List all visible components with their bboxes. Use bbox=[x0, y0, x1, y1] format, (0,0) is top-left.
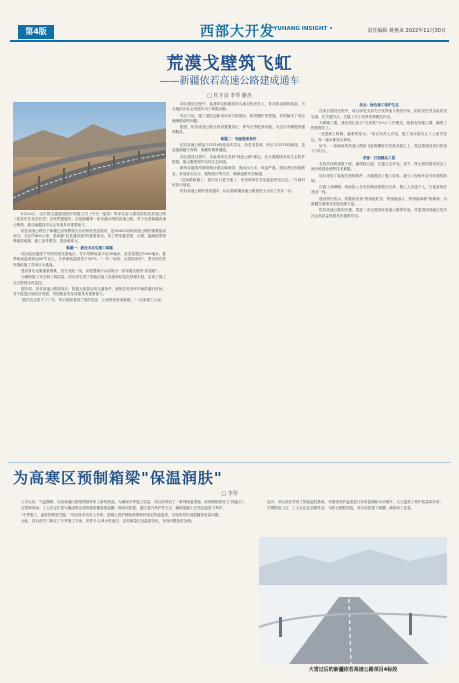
paragraph: 依若高速公路起于G218线依吞布拉克，经若羌县城，终点与G315线相接，是连接新疆与青海、西藏的重要通道。 bbox=[172, 143, 305, 153]
article1-col2 bbox=[172, 102, 305, 460]
article1-subtitle: ——新疆依若高速公路建成通车 bbox=[159, 76, 300, 87]
paragraph: 在钢筋加工区，工人们也在加紧作业。为防止钢筋冻裂，项目部搭建了暖棚，确保加工质量。 bbox=[267, 506, 415, 511]
paragraph: 为确保施工安全和工程质量，项目部引进了智能化施工设备和信息化管理手段，实现了施工全过程的实时监控。 bbox=[13, 275, 166, 285]
paragraph: "戈壁滩上修路，最难的是水。"项目负责人介绍，施工用水需从几十公里外拉运，每一滴水都弥足珍贵。 bbox=[311, 132, 447, 142]
paragraph: 项目建设过程中，各参建单位坚持"绿色公路"理念，在沙漠路段采用生态防护措施，最大限度保护沿线生态环境。 bbox=[172, 154, 305, 164]
article2-col-left bbox=[13, 500, 253, 678]
paragraph: 8月30日，由中国交通建设股份有限公司（中交一航局）等单位参与建设的依若高速公路（依吞布拉克至若羌）全线贯通通车。这是新疆第一条穿越沙漠的高速公路，对于完善新疆高速公路网、推动南疆经济社会发展具有重要意义。 bbox=[13, 212, 166, 227]
paragraph: 据悉，依若高速公路全线设置服务区、停车区等配套设施，为过往车辆提供便利服务。 bbox=[172, 125, 305, 135]
paragraph: 全线共设桥梁数十座，涵洞数百道，互通立交多处。其中，特大桥的建设攻克了流沙地基处理等技术难题。 bbox=[311, 161, 447, 172]
masthead: 西部大开发 bbox=[200, 24, 275, 40]
article1-photo bbox=[13, 102, 166, 210]
highway-bridge-image bbox=[13, 102, 166, 210]
article-separator bbox=[8, 462, 451, 463]
article2-title: 为高寒区预制箱梁"保温润肤" bbox=[13, 469, 223, 487]
paragraph: 为此，项目部专门制定了冬季施工方案，安排专人24小时值守，定时测量记录温度变化，发现问题及时处理。 bbox=[21, 518, 195, 523]
paragraph: 路线穿越的库姆塔格沙漠边缘地带，流动沙丘多，风蚀严重。建设者们因地制宜，采用砾石压沙、植物固沙等方法，确保道路安全畅通。 bbox=[172, 166, 305, 176]
article2-col-right bbox=[259, 500, 447, 535]
paragraph: 如今，一条崭新的高速公路如飞虹般横卧在荒漠戈壁之上，见证着建设者们的奋斗与担当。 bbox=[311, 144, 447, 154]
paragraph: 据介绍，依若高速公路建成后，将极大改善沿线交通条件，缩短若羌至库尔勒的通行时间，对于促进区域经济发展、巩固脱贫攻坚成果具有重要意义。 bbox=[13, 286, 166, 297]
paragraph: 在预制梁场，工人们正忙着为刚浇筑完成的箱梁覆盖保温棚、铺设电热毯，通过蒸汽养护等方式，确保混凝土在适宜温度下养护。 bbox=[21, 506, 226, 511]
paragraph: 此外，项目部还采用了智能温控系统，对箱梁养护温度进行实时监测和自动调节，大大提高了养护质量和效率。 bbox=[267, 500, 444, 504]
paragraph: 风沙口处，施工团队创新采用草方格固沙、防风栅栏等措施，有效解决了风沙掩埋路基的问题。 bbox=[172, 113, 305, 123]
subheading: 亮点：绿色施工保护生态 bbox=[359, 103, 399, 107]
section-label: • YUHANG INSIGHT • bbox=[268, 26, 333, 32]
paragraph: 为保障工期，建设者们实行"白加黑""5+2"工作模式，抢抓有效施工期，确保工程按期完工。 bbox=[311, 120, 447, 131]
article2-photo bbox=[259, 537, 447, 664]
paragraph: 在项目建设过程中，项目部党支部充分发挥战斗堡垒作用，组织党员突击队攻坚克难，在关键节点、关键工序上发挥先锋模范作用。 bbox=[311, 109, 447, 119]
subheading: 难题二：突破极寒条件 bbox=[220, 136, 257, 141]
paragraph: 入冬以来，气温骤降，为高寒地区箱梁预制带来了新的挑战。为确保冬季施工质量，项目部采取了一系列保温措施，给预制箱梁穿上"保温衣"。 bbox=[21, 500, 248, 504]
paragraph: 项目地处极度干旱的荒漠戈壁地区，年平均降雨量不足30毫米，蒸发量超过3000毫米，夏季地表温度高达60℃以上，冬季最低温度零下30℃。"一年一场风，从春刮到冬"，恶劣的自然环境给施工带来巨大挑战。 bbox=[13, 252, 166, 267]
article1-byline: □ 杜才良 李琴 谢杰 bbox=[207, 93, 252, 99]
paragraph: 依若高速公路位于新疆巴音郭楞蒙古自治州若羌县境内，是G0612西和高速公路的重要组成部分，全长约400公里，是新疆"县县通高速"的重要项目。该工程穿越戈壁、沙漠、盐碱地等特殊地质地貌，施工条件艰苦，建设难度大。 bbox=[13, 228, 166, 244]
paragraph: 建设者们克服重重困难，坚守戈壁一线，用智慧和汗水浇筑出一条穿越戈壁的"致富路"。 bbox=[21, 268, 161, 273]
header-rule bbox=[10, 40, 449, 42]
paragraph: "这条路修通了，我们出行更方便了，家里种的红枣也能更快运出去。"当地村民高兴地说。 bbox=[172, 177, 305, 188]
subheading: 难题一：新技术攻克施工难题 bbox=[66, 245, 113, 250]
article1-col1 bbox=[13, 212, 166, 460]
paragraph: 建设者们表示，将继续发扬"特别能吃苦、特别能战斗、特别能奉献"的精神，为新疆交通事业发展贡献力量。 bbox=[311, 196, 447, 207]
article1-title: 荒漠戈壁筑飞虹 bbox=[166, 54, 293, 74]
paragraph: 在施工高峰期，现场投入各类机械设备数百台套，施工人员逾千人，日夜奋战在建设一线。 bbox=[311, 185, 447, 195]
paragraph: "冬季施工，温度控制是关键。"项目技术负责人介绍，混凝土养护期间需要保持恒定的温湿度，否则容易出现裂缝等质量问题。 bbox=[21, 512, 222, 517]
article2-byline: □ 李琴 bbox=[221, 491, 238, 497]
paragraph: 依若高速公路的开通，将进一步完善国家高速公路网布局，对促进西部地区经济社会高质量发展具有重要作用。 bbox=[311, 208, 447, 218]
issue-meta: 责任编辑 蒋燕来 2022年11月30日 bbox=[367, 28, 446, 34]
article1-col3 bbox=[311, 102, 447, 460]
snowy-highway-image bbox=[259, 537, 447, 664]
subheading: 荣誉：打造精品工程 bbox=[362, 155, 396, 160]
paragraph: 依若高速公路的建成通车，标志着新疆高速公路建设又迈出了坚实一步。 bbox=[180, 189, 295, 194]
paragraph: 项目采用了装配式预制构件，大幅提高了施工效率，减少了现场作业对环境的影响。 bbox=[311, 173, 447, 183]
photo-caption: 大雪过后的新疆依若高速公路项目4标段 bbox=[308, 667, 398, 673]
page-header bbox=[5, 25, 454, 39]
paragraph: 项目建设过程中，参建单位积极招用当地农牧民务工，带动群众增收致富，为当地经济社会发展作出了积极贡献。 bbox=[172, 102, 305, 112]
paragraph: "我们在这里干了三年，每天都能看到工程的变化，心里特别有成就感。"一位参建工人说。 bbox=[21, 298, 165, 303]
page-number-badge: 第4版 bbox=[18, 25, 54, 39]
